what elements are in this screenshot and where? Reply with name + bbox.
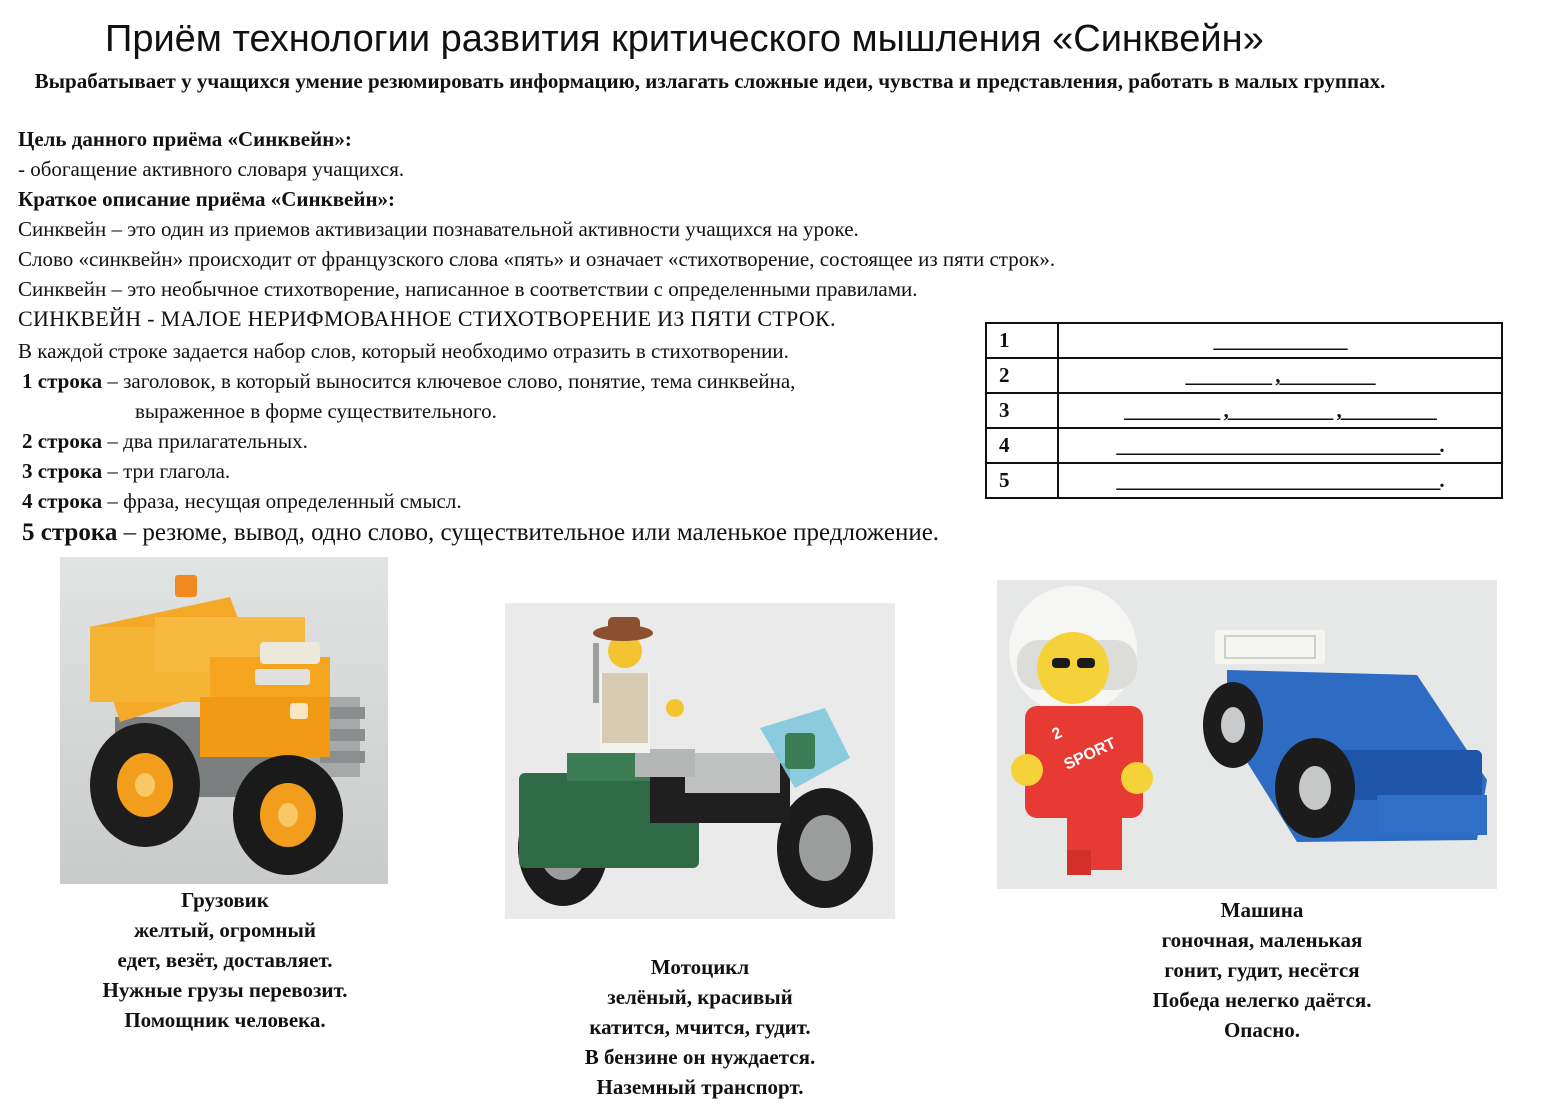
rule-text: – фраза, несущая определенный смысл. <box>102 489 462 513</box>
cinquain-line: Мотоцикл <box>650 955 750 979</box>
truck-illustration <box>60 557 388 884</box>
table-row <box>986 428 1502 463</box>
rule-row-3 <box>22 459 230 484</box>
cinquain-line: гоночная, маленькая <box>1161 928 1363 952</box>
rule-label: 5 строка <box>22 519 118 546</box>
rule-row-1 <box>22 369 795 394</box>
rule-label: 3 строка <box>22 459 103 483</box>
truck-photo <box>60 557 388 884</box>
cinquain-line: катится, мчится, гудит. <box>589 1015 811 1039</box>
rule-row-5 <box>22 519 939 547</box>
table-row <box>986 393 1502 428</box>
goal-heading: Цель данного приёма «Синквейн»: <box>18 127 352 151</box>
rule-text: – три глагола. <box>102 459 231 483</box>
rule-label: 4 строка <box>22 489 103 513</box>
motorcycle-cinquain <box>515 952 885 1102</box>
number-print: 2 <box>1049 724 1065 744</box>
cinquain-line: Опасно. <box>1223 1018 1301 1042</box>
race-car-photo <box>997 580 1497 889</box>
cinquain-line: Победа нелегко даётся. <box>1152 988 1372 1012</box>
rule-row-4 <box>22 489 462 514</box>
row-number: 4 <box>986 428 1058 463</box>
motorcycle-photo <box>505 603 895 919</box>
rule-row-2 <box>22 429 308 454</box>
motorcycle-illustration <box>505 603 895 919</box>
description-heading: Краткое описание приёма «Синквейн»: <box>18 187 396 211</box>
truck-cinquain <box>40 885 410 1035</box>
rule-text: – резюме, вывод, одно слово, существительное или маленькое предложение. <box>117 519 940 546</box>
rule-label: 2 строка <box>22 429 103 453</box>
rules-intro: В каждой строке задается набор слов, который необходимо отразить в стихотворении. <box>18 339 789 363</box>
rule-text: выраженное в форме существительного. <box>135 399 497 423</box>
table-row <box>986 463 1502 498</box>
row-number: 5 <box>986 463 1058 498</box>
page-subtitle: Вырабатывает у учащихся умение резюмировать информацию, излагать сложные идеи, чувства и представления, работать в малых группах. <box>34 69 1386 93</box>
cinquain-line: зелёный, красивый <box>607 985 793 1009</box>
rule-text: – заголовок, в который выносится ключевое слово, понятие, тема синквейна, <box>102 369 796 393</box>
description-line-3: Синквейн – это необычное стихотворение, написанное в соответствии с определенными правилами. <box>18 277 918 301</box>
cinquain-line: желтый, огромный <box>133 918 317 942</box>
rule-text: – два прилагательных. <box>102 429 308 453</box>
row-blank: __________ ,___________ ,__________ <box>1058 393 1502 428</box>
cinquain-line: Помощник человека. <box>124 1008 326 1032</box>
row-number: 1 <box>986 323 1058 358</box>
race-car-illustration <box>997 580 1497 889</box>
row-blank: __________________________________. <box>1058 428 1502 463</box>
rule-label: 1 строка <box>22 369 103 393</box>
row-blank: ______________ <box>1058 323 1502 358</box>
description-line-1: Синквейн – это один из приемов активизации познавательной активности учащихся на уроке. <box>18 217 859 241</box>
goal-text: - обогащение активного словаря учащихся. <box>18 157 405 181</box>
row-blank: _________ ,__________ <box>1058 358 1502 393</box>
description-line-2: Слово «синквейн» происходит от французского слова «пять» и означает «стихотворение, состоящее из пяти строк». <box>18 247 1056 271</box>
rule-row-1-continued <box>135 399 497 424</box>
cinquain-line: В бензине он нуждается. <box>584 1045 816 1069</box>
cinquain-line: едет, везёт, доставляет. <box>117 948 333 972</box>
row-number: 3 <box>986 393 1058 428</box>
table-row <box>986 358 1502 393</box>
row-blank: __________________________________. <box>1058 463 1502 498</box>
page-title: Приём технологии развития критического мышления «Синквейн» <box>105 18 1264 60</box>
race-car-cinquain <box>1077 895 1447 1045</box>
cinquain-line: Грузовик <box>181 888 269 912</box>
sport-print: SPORT <box>1061 734 1119 774</box>
cinquain-line: гонит, гудит, несётся <box>1164 958 1360 982</box>
cinquain-line: Машина <box>1220 898 1304 922</box>
cinquain-line: Нужные грузы перевозит. <box>102 978 348 1002</box>
cinquain-template-table <box>985 322 1503 499</box>
row-number: 2 <box>986 358 1058 393</box>
cinquain-line: Наземный транспорт. <box>596 1075 804 1099</box>
table-row <box>986 323 1502 358</box>
definition-caps-line: СИНКВЕЙН - МАЛОЕ НЕРИФМОВАННОЕ СТИХОТВОРЕНИЕ ИЗ ПЯТИ СТРОК. <box>18 306 836 331</box>
